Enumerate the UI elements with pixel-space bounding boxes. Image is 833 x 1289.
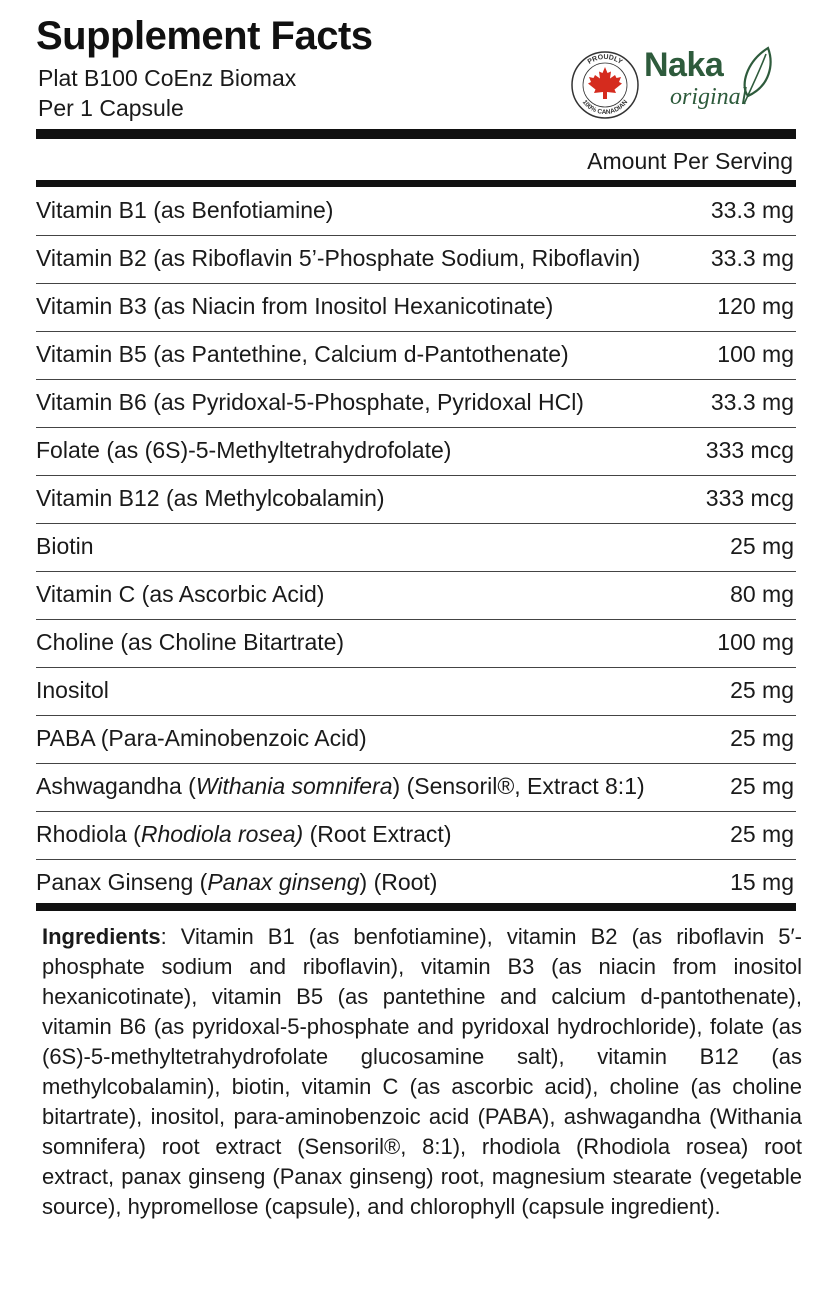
table-row <box>36 331 796 380</box>
table-row <box>36 379 796 428</box>
nutrient-amount: 33.3 mg <box>710 389 794 415</box>
nutrient-name: Ashwagandha (Withania somnifera) (Sensoril®, Extract 8:1) <box>36 773 645 799</box>
table-row <box>36 427 796 476</box>
page-title: Supplement Facts <box>36 14 373 58</box>
nutrient-name: Vitamin B2 (as Riboflavin 5’-Phosphate Sodium, Riboflavin) <box>36 245 641 271</box>
nutrient-name: Inositol <box>36 677 109 703</box>
nutrient-name: Vitamin B3 (as Niacin from Inositol Hexanicotinate) <box>36 293 554 319</box>
product-name: Plat B100 CoEnz Biomax <box>38 65 297 91</box>
table-row <box>36 715 796 764</box>
nutrient-amount: 25 mg <box>730 725 794 751</box>
nutrient-name: PABA (Para-Aminobenzoic Acid) <box>36 725 367 751</box>
top-divider <box>36 129 796 139</box>
nutrient-amount: 25 mg <box>730 773 794 799</box>
nutrient-amount: 80 mg <box>730 581 794 607</box>
naka-logo <box>570 46 780 126</box>
svg-text:100% CANADIAN: 100% CANADIAN <box>580 98 630 117</box>
nutrient-amount: 25 mg <box>730 533 794 559</box>
table-row <box>36 187 796 236</box>
nutrient-name: Vitamin B5 (as Pantethine, Calcium d-Pantothenate) <box>36 341 569 367</box>
table-row <box>36 283 796 332</box>
bottom-divider <box>36 903 796 911</box>
table-row <box>36 235 796 284</box>
ingredients-text: : Vitamin B1 (as benfotiamine), vitamin B2 (as riboflavin 5′-phosphate sodium and riboflavin), vitamin B3 (as niacin from inositol hexanicotinate), vitamin B5 (as pantethine and calcium d-pantothenate), vitamin B6 (as pyridoxal-5-phosphate and pyridoxal hydrochloride), folate (as (6S)-5-methyltetrahydrofolate glucosamine salt), vitamin B12 (as methylcobalamin), biotin, vitamin C (as ascorbic acid), choline (as choline bitartrate), inositol, para-aminobenzoic acid (PABA), ashwagandha (Withania somnifera) root extract (Sensoril®, 8:1), rhodiola (Rhodiola rosea) root extract, panax ginseng (Panax ginseng) root, magnesium stearate (vegetable source), hypromellose (capsule), and chlorophyll (capsule ingredient). <box>42 924 802 1219</box>
nutrient-name: Vitamin B1 (as Benfotiamine) <box>36 197 334 223</box>
nutrient-amount: 33.3 mg <box>710 245 794 271</box>
table-row <box>36 523 796 572</box>
nutrient-amount: 333 mcg <box>705 485 794 511</box>
nutrient-amount: 100 mg <box>717 341 794 367</box>
nutrient-amount: 25 mg <box>730 677 794 703</box>
ingredients-label: Ingredients <box>42 924 161 949</box>
table-row <box>36 571 796 620</box>
table-row <box>36 619 796 668</box>
table-row <box>36 475 796 524</box>
svg-text:PROUDLY: PROUDLY <box>586 53 624 66</box>
nutrient-amount: 120 mg <box>717 293 794 319</box>
nutrient-name: Choline (as Choline Bitartrate) <box>36 629 345 655</box>
nutrient-amount: 333 mcg <box>705 437 794 463</box>
leaf-icon <box>730 46 776 110</box>
nutrient-name: Vitamin B6 (as Pyridoxal-5-Phosphate, Pyridoxal HCl) <box>36 389 584 415</box>
table-row <box>36 859 796 907</box>
ingredients-paragraph <box>42 922 802 1222</box>
brand-name: Naka <box>644 46 724 84</box>
table-row <box>36 667 796 716</box>
header-divider <box>36 180 796 187</box>
nutrient-amount: 100 mg <box>717 629 794 655</box>
table-row <box>36 811 796 860</box>
nutrient-amount: 25 mg <box>730 821 794 847</box>
nutrient-amount: 33.3 mg <box>710 197 794 223</box>
nutrient-name: Panax Ginseng (Panax ginseng) (Root) <box>36 869 438 895</box>
serving-size: Per 1 Capsule <box>38 95 184 121</box>
nutrient-name: Rhodiola (Rhodiola rosea) (Root Extract) <box>36 821 452 847</box>
nutrient-amount: 15 mg <box>730 869 794 895</box>
nutrient-name: Folate (as (6S)-5-Methyltetrahydrofolate) <box>36 437 452 463</box>
nutrient-name: Vitamin B12 (as Methylcobalamin) <box>36 485 385 511</box>
canadian-maple-leaf-seal-icon <box>570 50 640 120</box>
brand-tagline: original <box>670 84 748 110</box>
nutrient-name: Vitamin C (as Ascorbic Acid) <box>36 581 325 607</box>
table-row <box>36 763 796 812</box>
nutrient-name: Biotin <box>36 533 94 559</box>
amount-per-serving-header: Amount Per Serving <box>587 148 793 174</box>
